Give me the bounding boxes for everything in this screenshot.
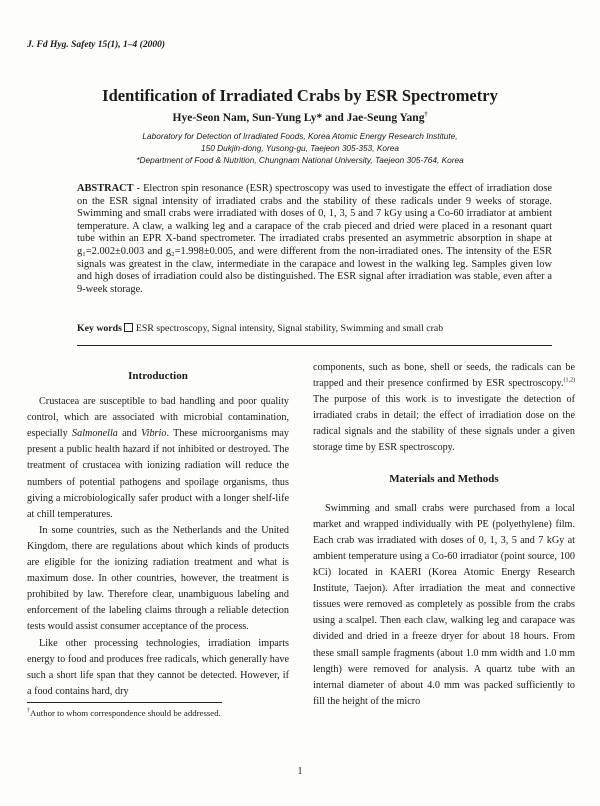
author-mark: †: [424, 112, 428, 119]
introduction-heading: Introduction: [128, 370, 188, 382]
citation-ref: (1,2): [563, 377, 575, 384]
keywords-text: ESR spectroscopy, Signal intensity, Signal stability, Swimming and small crab: [135, 323, 444, 334]
keywords: [77, 323, 552, 334]
affiliation-2: 150 Dukjin-dong, Yusong-gu, Taejeon 305-353, Korea: [200, 143, 400, 153]
keywords-label: Key words: [77, 323, 122, 334]
intro-paragraph-3: Like other processing technologies, irradiation imparts energy to food and produces free radicals, which generally have such a short life span that they cannot be detected. However, if a food contains hard, dry: [27, 637, 289, 697]
affiliation-3: *Department of Food & Nutrition, Chungnam National University, Taejeon 305-764, Korea: [136, 155, 464, 165]
left-column: [27, 368, 289, 700]
author-names: Hye-Seon Nam, Sun-Yung Ly* and Jae-Seung Yang: [172, 112, 425, 124]
right-column: [313, 360, 575, 710]
keywords-divider: [77, 345, 552, 346]
intro-continuation: [313, 360, 575, 457]
intro-p1-vibrio: Vibrio: [141, 428, 167, 440]
paper-title: Identification of Irradiated Crabs by ESR Spectrometry: [102, 86, 498, 105]
footnote: [27, 708, 221, 718]
methods-paragraph-1: Swimming and small crabs were purchased from a local market and wrapped individually with PE (polyethylene) film. Each crab was irradiated with doses of 0, 1, 3, 5 and 7 kGy at ambient temperature using a Co-60 irradiator (point source, 100 kCi) located in KAERI (Korea Atomic Energy Research Institute, Taejon). After irradiation the meat and connective tissues were removed as completely as possible from the crabs using a scalpel. Then each claw, walking leg and carapace was divided and dried in a freeze dryer for about 18 hours. From these small sample fragments (about 1.0 mm width and 1.0 mm length) were removed for analysis. A quartz tube with an internal diameter of about 4.0 mm was packed sufficiently to fill the height of the micro: [313, 502, 575, 707]
abstract: [77, 183, 552, 296]
intro-cont-text-b: The purpose of this work is to investigate the detection of irradiated crabs in detail; the effect of irradiation dose on the radical signals and the stability of these signals under a given storage time by ESR spectroscopy.: [313, 394, 575, 454]
checkbox-square-icon: [124, 323, 133, 332]
footnote-divider: [27, 702, 222, 703]
footnote-text: Author to whom correspondence should be addressed.: [30, 708, 221, 718]
page-number: 1: [297, 766, 303, 777]
intro-p1-text-b: and: [117, 428, 142, 440]
materials-methods-heading: Materials and Methods: [389, 472, 499, 485]
journal-citation: J. Fd Hyg. Safety 15(1), 1–4 (2000): [27, 40, 165, 50]
author-list: [0, 112, 600, 124]
abstract-text: - Electron spin resonance (ESR) spectroscopy was used to investigate the effect of irradiation dose on the ESR signal intensity of irradiated crabs and the stability of these radicals under 9 weeks of storage. Swimming and small crabs were irradiated with doses of 0, 1, 3, 5 and 7 kGy using a Co-60 irradiator at ambient temperature. A claw, a walking leg and a carapace of the crab pieced and dried were placed in a resonant quart tube within an EPR X-band spectrometer. The irradiated crabs presented an asymmetric absorption in shape at g₁=2.002±0.003 and g₂=1.998±0.005, and were different from the non-irradiated ones. The intensity of the ESR signals was greatest in the claw, intermediate in the carapace and lowest in the walking leg. Samples given low and high doses of irradiation could also be distinguished. The ESR signal after irradiation was stable, even after a 9-week storage.: [77, 183, 552, 295]
footnote-mark: †: [27, 708, 30, 715]
intro-paragraph-1: [27, 394, 289, 523]
abstract-label: ABSTRACT: [77, 183, 134, 194]
affiliation-1: Laboratory for Detection of Irradiated Foods, Korea Atomic Energy Research Institute,: [142, 131, 458, 141]
intro-cont-text-a: components, such as bone, shell or seeds, the radicals can be trapped and their presence confirmed by ESR spectroscopy.: [313, 362, 575, 390]
intro-paragraph-2: In some countries, such as the Netherlands and the United Kingdom, there are regulations about which kinds of products are eligible for the ionizing radiation treatment and what is maximum dose. In other countries, however, the treatment is prohibited by law. Therefore clear, unambiguous labeling and enforcement of the labeling claims through a reliable detection tests would assist consumer acceptance of the process.: [27, 524, 289, 633]
intro-p1-salmonella: Salmonella: [72, 428, 118, 440]
intro-p1-text-c: . These microorganisms may present a public health hazard if not inhibited or destroyed. The treatment of crustacea with ionizing radiation will reduce the numbers of potential pathogens and spoilage organisms, thus giving a microbiologically safer product with a longer shelf-life at chill temperatures.: [27, 428, 290, 520]
intro-p1-text-a: Crustacea are susceptible to bad handling and poor quality control, which are associated with microbial contamination, especially: [27, 396, 289, 440]
